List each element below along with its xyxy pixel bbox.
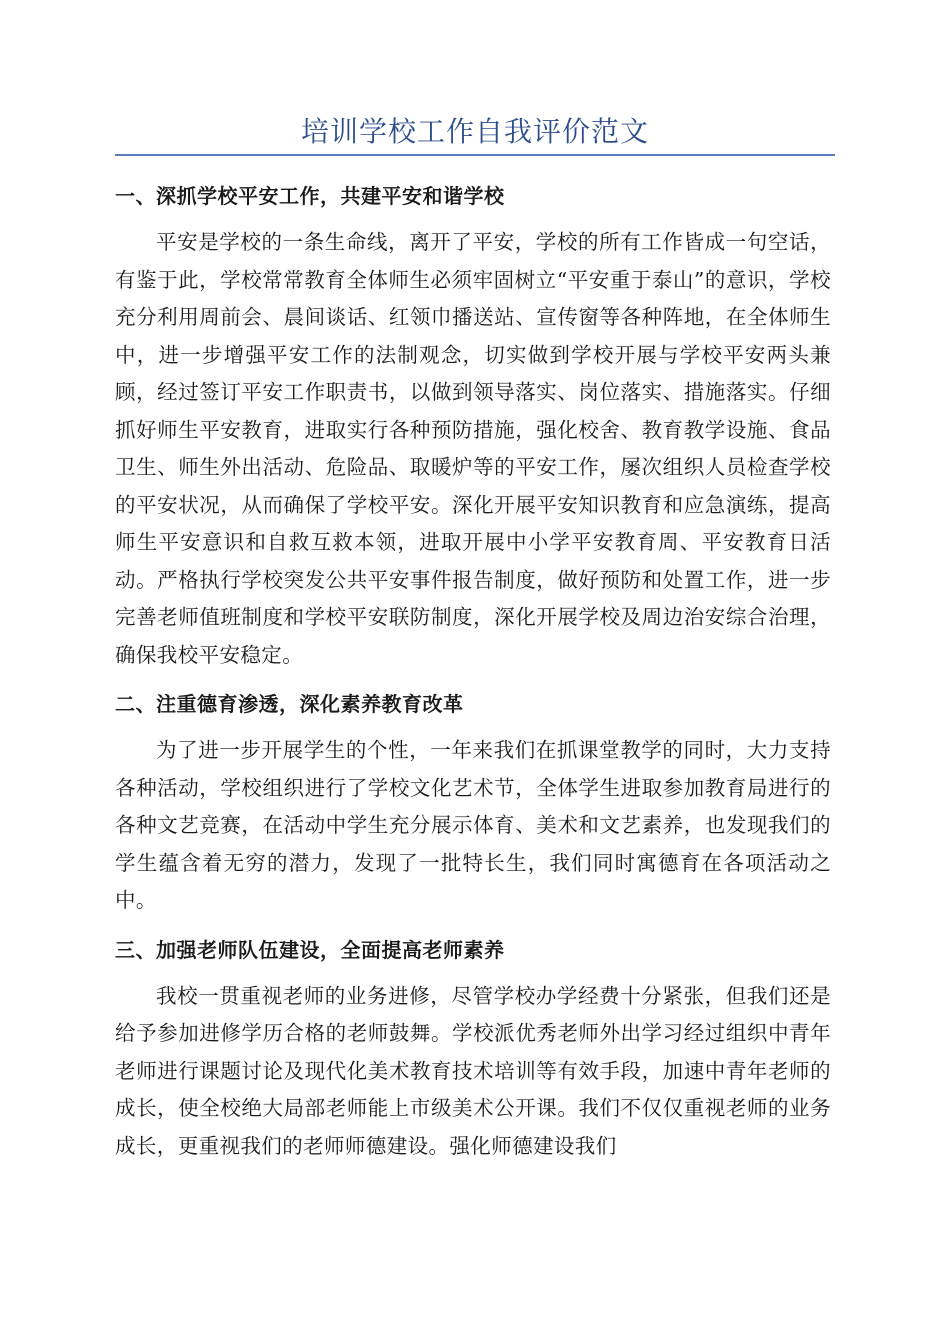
section-moral-education [115,684,831,920]
document-title: 培训学校工作自我评价范文 [300,115,649,148]
section-heading: 三、加强老师队伍建设，全面提高老师素养 [115,937,505,962]
document-body [115,176,831,1175]
section-teacher-team [115,930,831,1166]
section-heading: 一、深抓学校平安工作，共建平安和谐学校 [115,184,505,208]
section-paragraph: 我校一贯重视老师的业务进修，尽管学校办学经费十分紧张，但我们还是给予参加进修学历合格的老师鼓舞。学校派优秀老师外出学习经过组织中青年老师进行课题讨论及现代化美术教育技术培训等有效手段，加速中青年老师的成长，使全校绝大局部老师能上市级美术公开课。我们不仅仅重视老师的业务成长，更重视我们的老师师德建设。强化师德建设我们 [115,983,831,1158]
section-paragraph: 平安是学校的一条生命线，离开了平安，学校的所有工作皆成一句空话，有鉴于此，学校常常教育全体师生必须牢固树立“平安重于泰山”的意识，学校充分利用周前会、晨间谈话、红领巾播送站、宣传窗等各种阵地，在全体师生中，进一步增强平安工作的法制观念，切实做到学校开展与学校平安两头兼顾，经过签订平安工作职责书，以做到领导落实、岗位落实、措施落实。仔细抓好师生平安教育，进取实行各种预防措施，强化校舍、教育教学设施、食品卫生、师生外出活动、危险品、取暖炉等的平安工作，屡次组织人员检查学校的平安状况，从而确保了学校平安。深化开展平安知识教育和应急演练，提高师生平安意识和自救互救本领，进取开展中小学平安教育周、平安教育日活动。严格执行学校突发公共平安事件报告制度，做好预防和处置工作，进一步完善老师值班制度和学校平安联防制度，深化开展学校及周边治安综合治理，确保我校平安稳定。 [115,230,831,667]
title-underline [115,154,835,156]
section-paragraph: 为了进一步开展学生的个性，一年来我们在抓课堂教学的同时，大力支持各种活动，学校组织进行了学校文化艺术节，全体学生进取参加教育局进行的各种文艺竞赛，在活动中学生充分展示体育、美术和文艺素养，也发现我们的学生蕴含着无穷的潜力，发现了一批特长生，我们同时寓德育在各项活动之中。 [115,738,831,912]
section-safety [115,176,831,674]
section-heading: 二、注重德育渗透，深化素养教育改革 [115,692,464,716]
